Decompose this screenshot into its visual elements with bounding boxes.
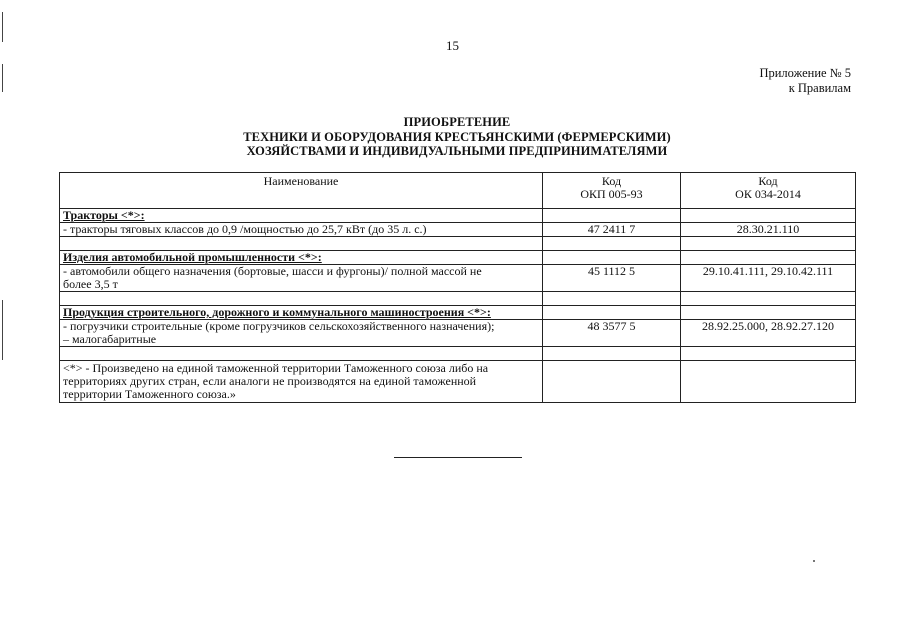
spacer-row [60,347,856,361]
ok-code: 28.30.21.110 [681,223,856,237]
header-name: Наименование [60,173,543,209]
appendix-reference [759,66,851,96]
category-row [60,306,856,320]
document-title [0,115,905,159]
title-line-3: ХОЗЯЙСТВАМИ И ИНДИВИДУАЛЬНЫМИ ПРЕДПРИНИМАТЕЛЯМИ [246,144,668,158]
scan-margin-mark [2,300,3,360]
footnote-row [60,361,856,403]
table-row [60,320,856,347]
title-line-1: ПРИОБРЕТЕНИЕ [403,115,511,129]
item-name-line-2: – малогабаритные [63,332,157,346]
header-ok-line-2: ОК 034-2014 [735,187,801,201]
ok-code: 28.92.25.000, 28.92.27.120 [681,320,856,347]
ok-code: 29.10.41.111, 29.10.42.111 [681,265,856,292]
footnote-text [60,361,543,403]
header-ok [681,173,856,209]
item-name [60,265,543,292]
header-okp-line-2: ОКП 005-93 [580,187,643,201]
scan-margin-mark [2,64,3,92]
equipment-table [59,172,856,403]
table-row [60,223,856,237]
item-name-line-2: более 3,5 т [63,277,118,291]
footnote-line-1: <*> - Произведено на единой таможенной территории Таможенного союза либо на [63,361,489,375]
okp-code: 47 2411 7 [543,223,681,237]
header-okp-line-1: Код [601,174,622,188]
item-name-line-1: - автомобили общего назначения (бортовые, шасси и фургоны)/ полной массой не [63,264,482,278]
item-name [60,320,543,347]
header-ok-line-1: Код [758,174,778,188]
okp-code: 48 3577 5 [543,320,681,347]
footnote-line-3: территории Таможенного союза.» [63,387,236,401]
table-header-row [60,173,856,209]
header-okp [543,173,681,209]
footnote-line-2: территориях других стран, если аналоги не производятся на единой таможенной [63,374,477,388]
appendix-line-1: Приложение № 5 [759,66,851,80]
title-line-2: ТЕХНИКИ И ОБОРУДОВАНИЯ КРЕСТЬЯНСКИМИ (ФЕРМЕРСКИМИ) [243,129,671,144]
closing-divider-line [394,457,522,458]
category-label: Изделия автомобильной промышленности <*>: [60,251,543,265]
appendix-line-2: к Правилам [788,81,851,95]
scan-speck [813,560,815,562]
category-label: Тракторы <*>: [60,209,543,223]
item-name-line-1: - погрузчики строительные (кроме погрузчиков сельскохозяйственного назначения); [63,319,495,333]
category-label: Продукция строительного, дорожного и коммунального машиностроения <*>: [60,306,543,320]
spacer-row [60,237,856,251]
okp-code: 45 1112 5 [543,265,681,292]
table-row [60,265,856,292]
item-name: - тракторы тяговых классов до 0,9 /мощностью до 25,7 кВт (до 35 л. с.) [60,223,543,237]
page-number: 15 [446,38,459,53]
category-row [60,209,856,223]
category-row [60,251,856,265]
spacer-row [60,292,856,306]
